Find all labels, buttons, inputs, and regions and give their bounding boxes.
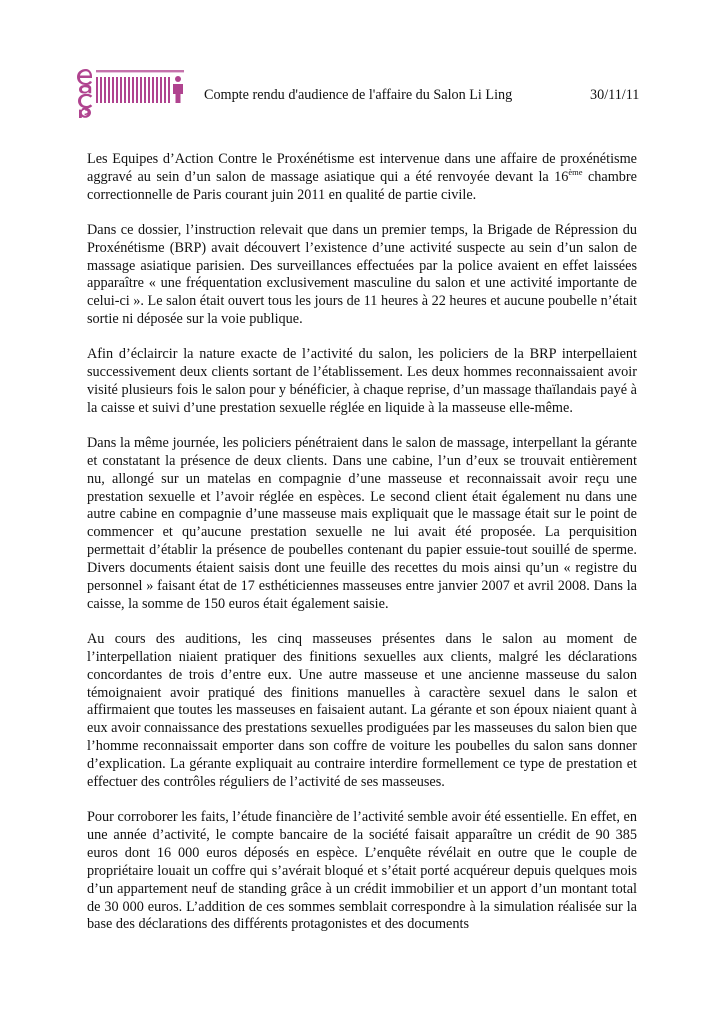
paragraph-intro-text: Les Equipes d’Action Contre le Proxénétisme est intervenue dans une affaire de proxénétisme aggravé au sein d’un salon de massage asiatique qui a été renvoyée devant la 16 (87, 151, 637, 185)
eacp-logo (72, 62, 192, 118)
paragraph-auditions: Au cours des auditions, les cinq masseuses présentes dans le salon au moment de l’interpellation niaient pratiquer des finitions sexuelles aux clients, malgré les déclarations concordantes de trois d’entre eux. Une autre masseuse et une ancienne masseuse du salon témoignaient avoir pratiqué des finitions manuelles à caractère sexuel dans le salon et affirmaient que toutes les masseuses en faisaient autant. La gérante et son époux niaient quant à eux avoir connaissance des prestations sexuelles prodiguées par les masseuses du salon bien que l’homme reconnaissait emporter dans son coffre de voiture les poubelles du salon sans donner d’explication. La gérante expliquait au contraire interdire formellement ce type de prestation et effectuer des contrôles réguliers de l’activité de ses masseuses. (87, 630, 637, 791)
ordinal-superscript: ème (568, 166, 583, 177)
paragraph-instruction: Dans ce dossier, l’instruction relevait que dans un premier temps, la Brigade de Répression du Proxénétisme (BRP) avait découvert l’existence d’une activité suspecte au sein d’un salon de massage asiatique parisien. Des surveillances effectuées par la police avaient en effet laissées apparaître « une fréquentation exclusivement masculine du salon et une activité importante de celui-ci ». Le salon était ouvert tous les jours de 11 heures à 22 heures et aucune poubelle n’était sortie ni déposée sur la voie publique. (87, 221, 637, 328)
header-title: Compte rendu d'audience de l'affaire du Salon Li Ling (204, 87, 513, 103)
paragraph-intro-text-end: chambre correctionnelle de Paris courant juin 2011 en qualité de partie civile. (87, 168, 637, 203)
document-body (87, 151, 637, 1024)
paragraph-perquisition: Dans la même journée, les policiers pénétraient dans le salon de massage, interpellant la gérante et constatant la présence de deux clients. Dans une cabine, l’un d’eux se trouvait entièrement nu, allongé sur un matelas en compagnie d’une masseuse et reconnaissait avoir reçu une prestation sexuelle et l’avoir réglée en espèces. Le second client était également nu dans une autre cabine en compagnie d’une masseuse mais expliquait que le massage était sur le point de commencer et qu’aucune prestation sexuelle ne lui avait été proposée. La perquisition permettait d’établir la présence de poubelles contenant du papier essuie-tout souillé de sperme. Divers documents étaient saisis dont une feuille des recettes du mois ainsi qu’un « registre du personnel » faisant état de 17 esthéticiennes masseuses entre janvier 2007 et avril 2008. Dans la caisse, la somme de 150 euros était également saisie. (87, 434, 637, 612)
paragraph-financial-study: Pour corroborer les faits, l’étude financière de l’activité semble avoir été essentielle. En effet, en une année d’activité, le compte bancaire de la société faisait apparaître un crédit de 90 385 euros dont 16 000 euros déposés en espèce. L’enquête révélait en outre que le couple de propriétaire louait un coffre qui s’avérait bloqué et s’était porté acquéreur depuis quelques mois d’un appartement neuf de standing grâce à un crédit immobilier et un apport d’un montant total de 30 000 euros. L’addition de ces sommes semblait correspondre à la simulation réalisée sur la base des déclarations des différents protagonistes et des documents (87, 809, 637, 933)
paragraph-clients: Afin d’éclaircir la nature exacte de l’activité du salon, les policiers de la BRP interpellaient successivement deux clients sortant de l’établissement. Les deux hommes reconnaissaient avoir visité plusieurs fois le salon pour y bénéficier, à chaque reprise, d’un massage thaïlandais payé à la caisse et suivi d’une prestation sexuelle réglée en liquide à la masseuse elle-même. (87, 346, 637, 416)
paragraph-intro (87, 151, 637, 205)
header-date: 30/11/11 (590, 87, 640, 103)
